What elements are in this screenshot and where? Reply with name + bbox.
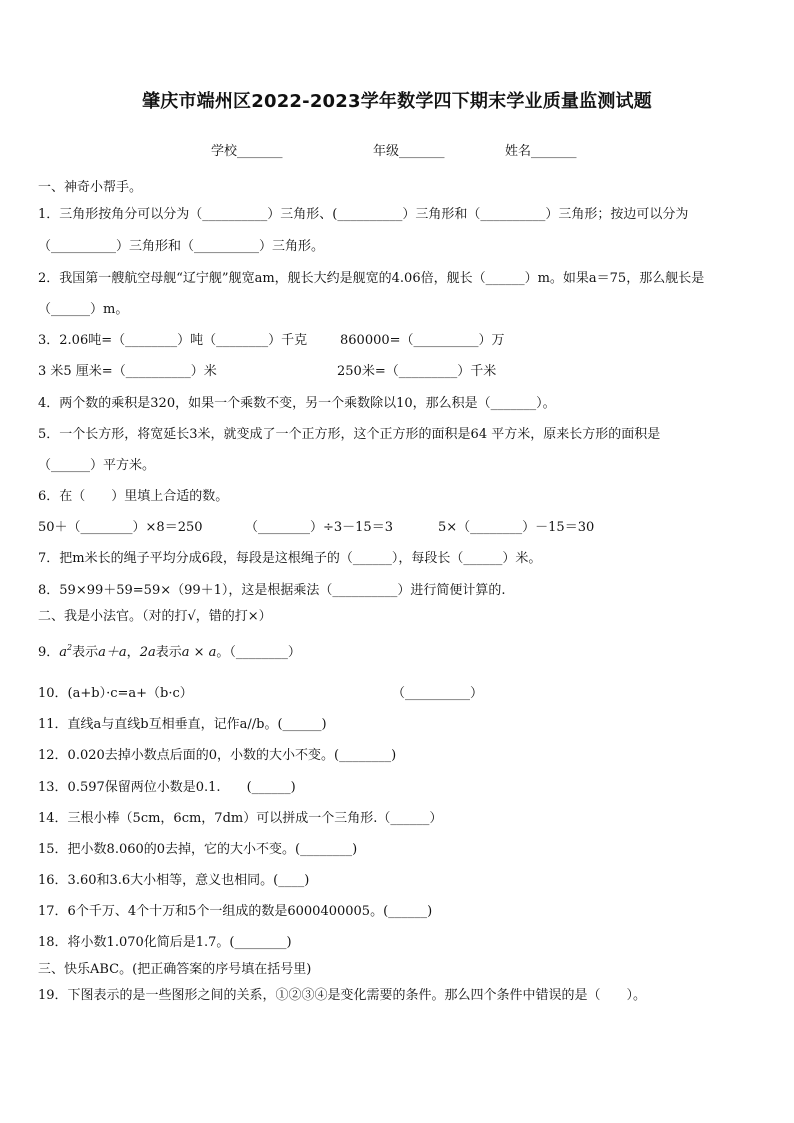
school-field: 学校_______ — [211, 144, 283, 159]
grade-field: 年级_______ — [373, 144, 445, 159]
question-16: 16．3.60和3.6大小相等，意义也相同。(____) — [38, 873, 310, 888]
question-18: 18．将小数1.070化简后是1.7。(________) — [38, 935, 292, 950]
exponent-2: 2 — [67, 643, 73, 652]
name-field: 姓名_______ — [505, 144, 577, 159]
section-2-heading: 二、我是小法官。（对的打√，错的打×） — [38, 609, 272, 624]
question-6: 6．在（ ）里填上合适的数。 — [38, 489, 229, 504]
question-6-part-a: 50＋（________）×8＝250 — [38, 520, 203, 535]
math-a: a — [59, 645, 68, 660]
question-1-line-1: 1．三角形按角分可以分为（__________）三角形、(__________）三角形和（__________）三角形；按边可以分为 — [38, 207, 689, 222]
question-9-number: 9． — [38, 645, 60, 660]
question-14: 14．三根小棒（5cm，6cm，7dm）可以拼成一个三角形.（______） — [38, 811, 443, 826]
text-comma: ， — [126, 645, 140, 660]
question-12: 12．0.020去掉小数点后面的0，小数的大小不变。(________) — [38, 748, 397, 763]
question-17: 17．6个千万、4个十万和5个一组成的数是6000400005。(______) — [38, 904, 433, 919]
text-biaoshi-1: 表示 — [72, 645, 99, 660]
question-2-line-1: 2．我国第一艘航空母舰“辽宁舰”舰宽am，舰长大约是舰宽的4.06倍，舰长（______）m。如果a＝75，那么舰长是 — [38, 271, 705, 286]
math-a-plus-a: a＋a — [98, 645, 127, 660]
math-2a: 2a — [139, 645, 156, 660]
question-10: 10．(a+b）·c=a+（b·c） — [38, 686, 193, 701]
question-6-part-c: 5×（________）－15＝30 — [438, 520, 595, 535]
question-3-part-b: 860000=（__________）万 — [340, 333, 505, 348]
section-3-heading: 三、快乐ABC。(把正确答案的序号填在括号里) — [38, 962, 312, 977]
section-1-heading: 一、神奇小帮手。 — [38, 180, 143, 195]
question-3-part-a: 3．2.06吨=（________）吨（________）千克 — [38, 333, 308, 348]
question-19: 19．下图表示的是一些图形之间的关系，①②③④是变化需要的条件。那么四个条件中错误的是（ ）。 — [38, 988, 647, 1003]
question-2-line-2: （______）m。 — [38, 302, 129, 317]
question-4: 4．两个数的乘积是320，如果一个乘数不变，另一个乘数除以10，那么积是（_______）。 — [38, 396, 556, 411]
question-3-part-c: 3 米5 厘米=（__________）米 — [38, 364, 217, 379]
math-a-times-a: a × a — [181, 645, 217, 660]
question-11: 11．直线a与直线b互相垂直，记作a//b。(______) — [38, 717, 327, 732]
question-5-line-2: （______）平方米。 — [38, 458, 156, 473]
text-biaoshi-2: 表示 — [155, 645, 182, 660]
question-5-line-1: 5．一个长方形，将宽延长3米，就变成了一个正方形，这个正方形的面积是64 平方米，原来长方形的面积是 — [38, 427, 661, 442]
answer-blank: 。（________） — [216, 645, 301, 660]
question-6-part-b: （________）÷3－15＝3 — [245, 520, 393, 535]
question-1-line-2: （__________）三角形和（__________）三角形。 — [38, 239, 325, 254]
question-10-answer: （__________） — [392, 686, 484, 701]
question-13: 13．0.597保留两位小数是0.1. (______) — [38, 780, 296, 795]
question-7: 7．把m米长的绳子平均分成6段，每段是这根绳子的（______），每段长（______）米。 — [38, 551, 542, 566]
question-8: 8．59×99＋59=59×（99＋1），这是根据乘法（__________）进行简便计算的. — [38, 583, 506, 598]
page-title: 肇庆市端州区2022-2023学年数学四下期末学业质量监测试题 — [142, 91, 652, 112]
question-3-part-d: 250米=（_________）千米 — [337, 364, 497, 379]
question-9 — [38, 640, 301, 661]
question-15: 15．把小数8.060的0去掉，它的大小不变。(________) — [38, 842, 358, 857]
